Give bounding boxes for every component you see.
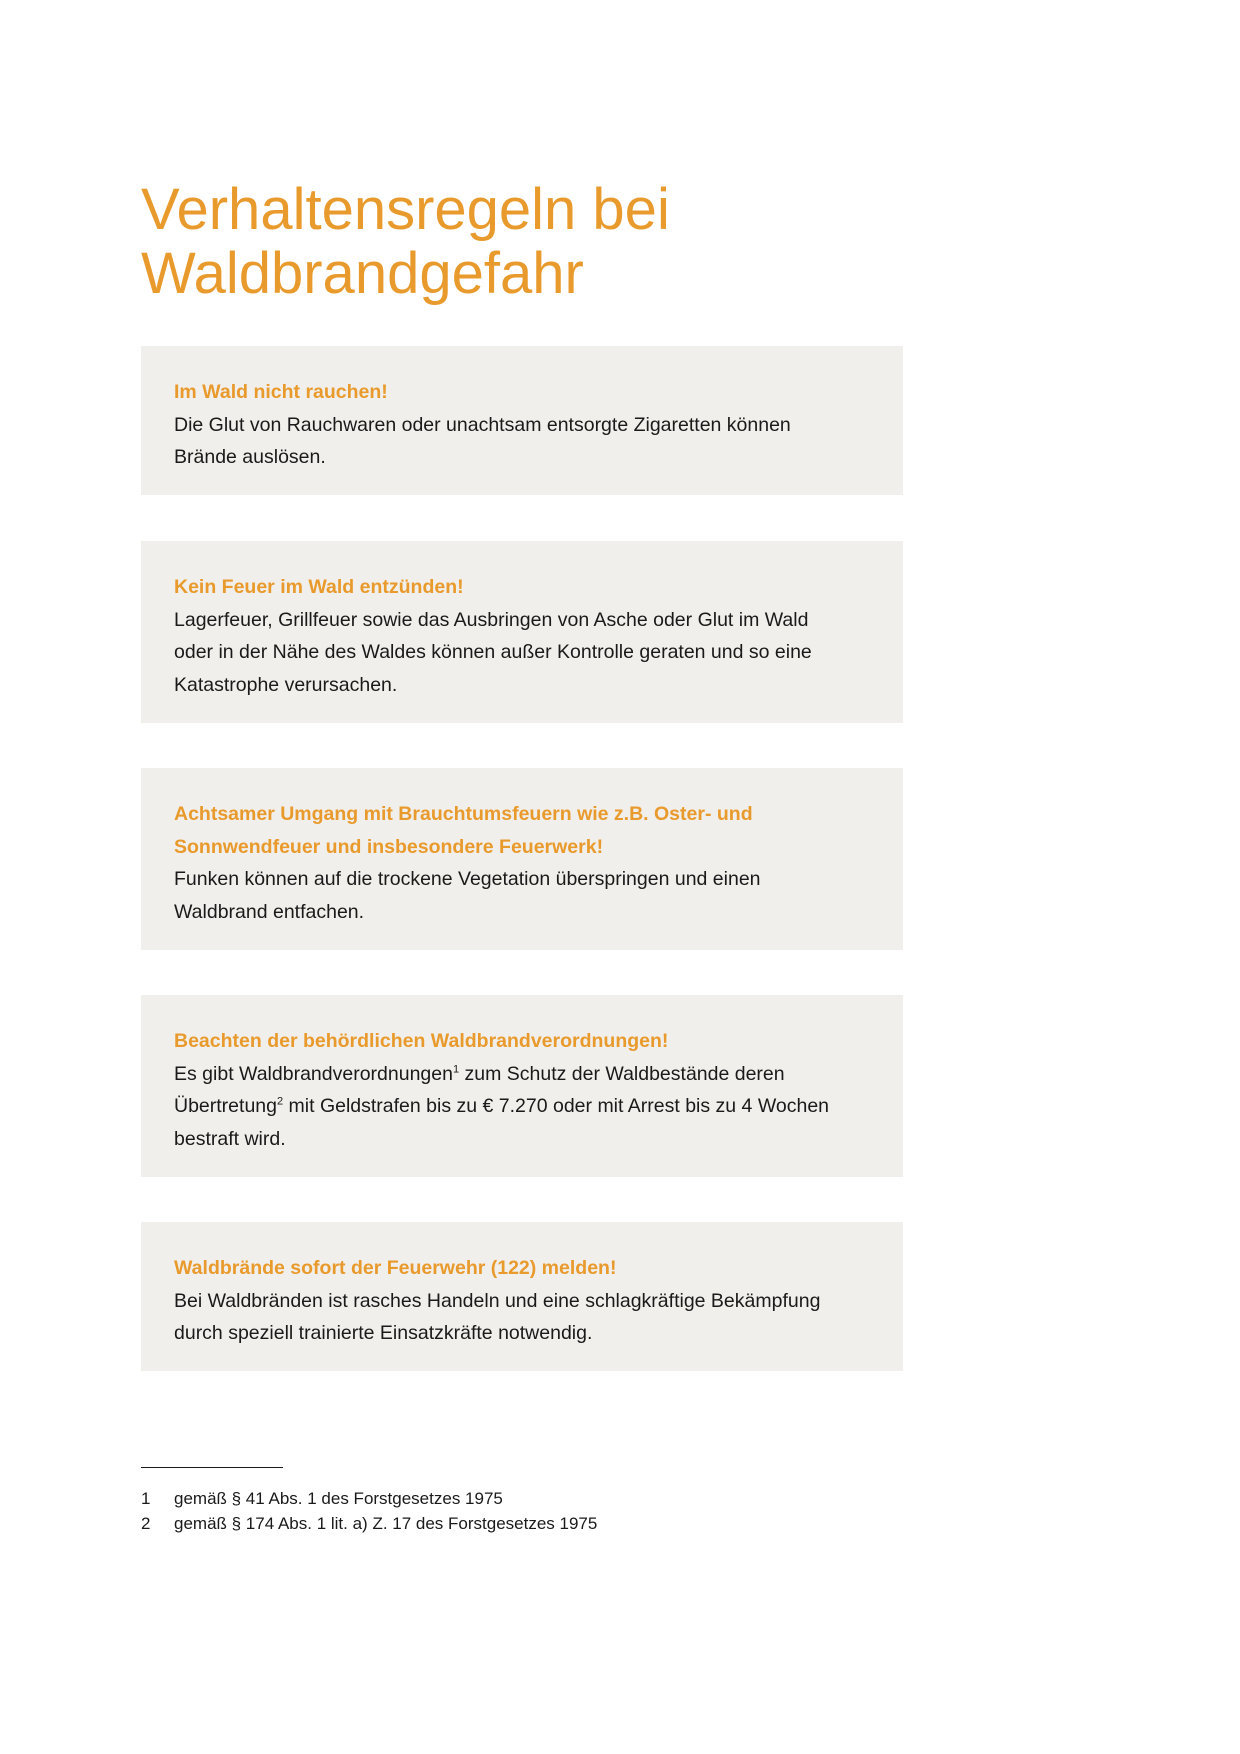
footnote-text: gemäß § 41 Abs. 1 des Forstgesetzes 1975	[174, 1489, 503, 1508]
footnote-text: gemäß § 174 Abs. 1 lit. a) Z. 17 des Forstgesetzes 1975	[174, 1514, 598, 1533]
rule-text-line: Brände auslösen.	[174, 446, 326, 468]
rule-box-report-fire	[141, 1222, 903, 1371]
rule-title-line: Im Wald nicht rauchen!	[174, 381, 388, 403]
rule-text-segment: Übertretung	[174, 1095, 277, 1117]
rule-text	[174, 604, 870, 702]
page-title	[141, 178, 670, 306]
rule-title	[174, 1025, 870, 1058]
rule-text	[174, 409, 870, 474]
footnote-number: 1	[141, 1489, 151, 1508]
rule-title	[174, 798, 870, 863]
page-title-line: Verhaltensregeln bei	[141, 177, 670, 242]
rule-box-custom-fires	[141, 768, 903, 950]
footnote-reference: 1	[452, 1063, 460, 1075]
rule-box-no-fire	[141, 541, 903, 723]
rule-title-line: Waldbrände sofort der Feuerwehr (122) melden!	[174, 1257, 617, 1279]
rule-text-line: Die Glut von Rauchwaren oder unachtsam entsorgte Zigaretten können	[174, 413, 791, 436]
rule-box-no-smoking	[141, 346, 903, 495]
footnote-number: 2	[141, 1514, 151, 1533]
rule-text	[174, 1285, 870, 1350]
rule-text	[174, 863, 870, 928]
rule-title-line: Kein Feuer im Wald entzünden!	[174, 576, 464, 598]
rule-text-segment: mit Geldstrafen bis zu € 7.270 oder mit Arrest bis zu 4 Wochen	[283, 1095, 830, 1117]
rule-text-line: oder in der Nähe des Waldes können außer Kontrolle geraten und so eine	[174, 641, 812, 663]
rule-text-line: Funken können auf die trockene Vegetation überspringen und einen	[174, 868, 761, 890]
rule-title	[174, 1252, 870, 1285]
rule-text-line: Bei Waldbränden ist rasches Handeln und eine schlagkräftige Bekämpfung	[174, 1289, 821, 1312]
rule-title	[174, 376, 870, 409]
footnote-item	[141, 1486, 597, 1511]
rule-text-line: durch speziell trainierte Einsatzkräfte notwendig.	[174, 1322, 593, 1344]
rule-title	[174, 571, 870, 604]
rule-text-line: Katastrophe verursachen.	[174, 673, 398, 696]
rule-box-regulations	[141, 995, 903, 1177]
rule-text-segment: bestraft wird.	[174, 1127, 286, 1150]
rule-title-line: Beachten der behördlichen Waldbrandverordnungen!	[174, 1030, 669, 1052]
footnote-divider	[141, 1467, 283, 1468]
rule-title-line: Sonnwendfeuer und insbesondere Feuerwerk!	[174, 835, 604, 858]
rule-text	[174, 1058, 870, 1156]
rule-text-line: Waldbrand entfachen.	[174, 900, 365, 923]
rule-text-line: Lagerfeuer, Grillfeuer sowie das Ausbringen von Asche oder Glut im Wald	[174, 608, 809, 631]
rule-title-line: Achtsamer Umgang mit Brauchtumsfeuern wie z.B. Oster- und	[174, 803, 753, 825]
footnote-item	[141, 1511, 597, 1536]
rule-text-segment: Es gibt Waldbrandverordnungen	[174, 1062, 453, 1085]
page-title-line: Waldbrandgefahr	[141, 241, 584, 306]
rule-text-segment: zum Schutz der Waldbestände deren	[459, 1062, 785, 1085]
footnotes	[141, 1486, 597, 1536]
footnote-reference: 2	[276, 1095, 284, 1108]
